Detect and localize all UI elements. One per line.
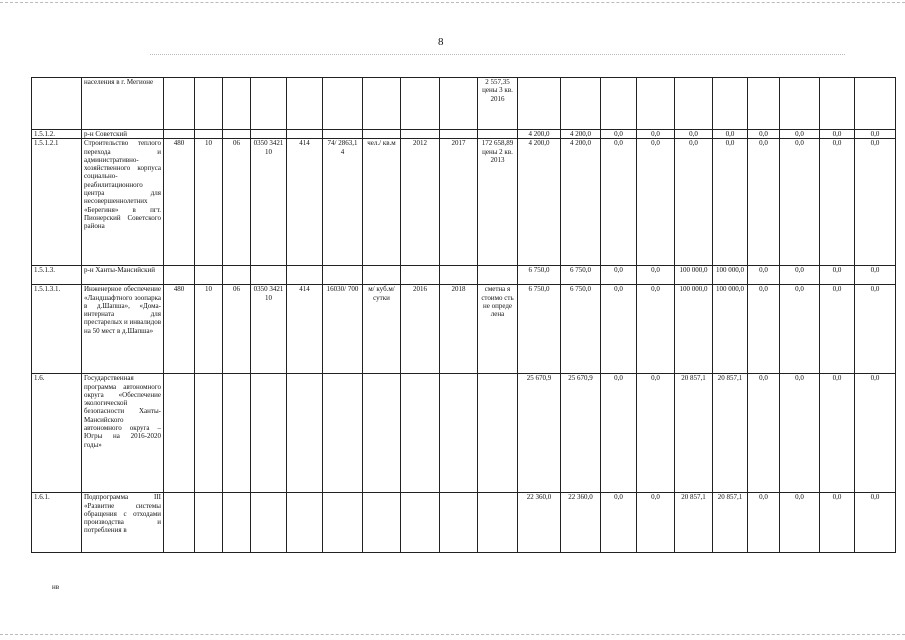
table-cell xyxy=(195,78,223,130)
scan-edge-bottom xyxy=(0,634,905,635)
table-cell: 480 xyxy=(164,285,195,374)
table-cell: 0,0 xyxy=(855,285,896,374)
row-name: Строительство теплого перехода и административно-хозяйственного корпуса социально-реабилитационного центра для несовершеннолетних «Берегиня» в пгт. Пионерский Советского района xyxy=(82,139,164,266)
table-cell: 4 200,0 xyxy=(518,139,561,266)
table-cell xyxy=(164,78,195,130)
table-cell xyxy=(637,78,675,130)
table-cell: 0,0 xyxy=(675,130,713,139)
table-cell: 0,0 xyxy=(713,139,748,266)
row-name: Подпрограмма III «Развитие системы обращения с отходами производства и потребления в xyxy=(82,493,164,553)
table-cell: 0,0 xyxy=(637,139,675,266)
table-cell xyxy=(440,266,478,285)
table-cell xyxy=(478,130,518,139)
scan-edge-top xyxy=(0,2,905,3)
table-cell: 100 000,0 xyxy=(675,285,713,374)
page-number: 8 xyxy=(438,36,444,48)
table-cell: 22 360,0 xyxy=(561,493,601,553)
table-cell: 6 750,0 xyxy=(561,285,601,374)
table-cell: 6 750,0 xyxy=(518,266,561,285)
table-cell: 0,0 xyxy=(820,130,855,139)
table-cell xyxy=(601,78,637,130)
table-cell: 0,0 xyxy=(748,374,780,493)
table-cell xyxy=(195,374,223,493)
table-cell xyxy=(713,78,748,130)
table-cell: 100 000,0 xyxy=(675,266,713,285)
table-row xyxy=(32,493,896,553)
table-cell xyxy=(323,130,363,139)
table-cell: 0,0 xyxy=(780,285,820,374)
table-cell: 0,0 xyxy=(855,130,896,139)
table-cell xyxy=(363,78,401,130)
scan-artifact-line xyxy=(150,54,845,55)
table-cell xyxy=(440,78,478,130)
table-cell: 0,0 xyxy=(601,266,637,285)
table-cell xyxy=(195,130,223,139)
table-cell xyxy=(478,493,518,553)
table-cell: 25 670,9 xyxy=(561,374,601,493)
table-cell xyxy=(223,493,251,553)
table-cell: 0,0 xyxy=(820,266,855,285)
table-cell xyxy=(401,374,440,493)
table-cell xyxy=(401,493,440,553)
table-cell xyxy=(478,266,518,285)
table-cell xyxy=(440,374,478,493)
table-cell: 0,0 xyxy=(748,266,780,285)
table-cell: 0,0 xyxy=(637,285,675,374)
budget-table xyxy=(31,77,896,553)
table-cell: 0,0 xyxy=(780,130,820,139)
table-cell xyxy=(478,374,518,493)
table-cell: 6 750,0 xyxy=(561,266,601,285)
table-cell: 16030/ 700 xyxy=(323,285,363,374)
table-cell: 2017 xyxy=(440,139,478,266)
row-name: р-н Советский xyxy=(82,130,164,139)
table-row xyxy=(32,374,896,493)
table-cell: 0,0 xyxy=(601,285,637,374)
table-row xyxy=(32,78,896,130)
table-cell: 4 200,0 xyxy=(518,130,561,139)
table-cell: 172 658,89 цены 2 кв. 2013 xyxy=(478,139,518,266)
table-cell xyxy=(780,78,820,130)
table-cell xyxy=(251,493,287,553)
table-cell: 0,0 xyxy=(601,374,637,493)
table-row xyxy=(32,139,896,266)
table-cell xyxy=(323,374,363,493)
table-cell: 25 670,9 xyxy=(518,374,561,493)
table-cell: 06 xyxy=(223,139,251,266)
table-row xyxy=(32,130,896,139)
table-cell xyxy=(287,130,323,139)
table-cell: 480 xyxy=(164,139,195,266)
table-cell: 0,0 xyxy=(855,493,896,553)
table-cell: сметна я стоимо сть не опреде лена xyxy=(478,285,518,374)
table-cell: 0,0 xyxy=(855,139,896,266)
table-cell: 0,0 xyxy=(820,285,855,374)
table-cell: 414 xyxy=(287,139,323,266)
table-cell: 4 200,0 xyxy=(561,139,601,266)
table-cell: 20 857,1 xyxy=(675,493,713,553)
table-cell: 0,0 xyxy=(748,285,780,374)
table-cell: 0,0 xyxy=(780,374,820,493)
table-cell xyxy=(223,266,251,285)
table-cell xyxy=(518,78,561,130)
table-cell xyxy=(748,78,780,130)
table-cell xyxy=(323,493,363,553)
table-cell xyxy=(820,78,855,130)
table-row xyxy=(32,285,896,374)
table-cell xyxy=(323,266,363,285)
table-cell xyxy=(287,78,323,130)
table-cell: 0,0 xyxy=(637,266,675,285)
table-cell: 2 557,35 цены 3 кв. 2016 xyxy=(478,78,518,130)
table-cell xyxy=(164,493,195,553)
table-cell xyxy=(287,374,323,493)
row-number: 1.6.1. xyxy=(32,493,82,553)
table-cell: 100 000,0 xyxy=(713,285,748,374)
table-cell xyxy=(440,493,478,553)
table-cell: 0,0 xyxy=(713,130,748,139)
table-cell: м/ куб.м/ сутки xyxy=(363,285,401,374)
row-name: р-н Ханты-Мансийский xyxy=(82,266,164,285)
table-cell xyxy=(251,130,287,139)
table-cell: 22 360,0 xyxy=(518,493,561,553)
table-cell: 100 000,0 xyxy=(713,266,748,285)
table-cell: 0,0 xyxy=(637,130,675,139)
table-cell: 0,0 xyxy=(780,493,820,553)
table-cell: 4 200,0 xyxy=(561,130,601,139)
table-cell xyxy=(223,374,251,493)
row-number xyxy=(32,78,82,130)
table-cell: 0350 3421 10 xyxy=(251,139,287,266)
row-number: 1.5.1.2. xyxy=(32,130,82,139)
table-cell: 0,0 xyxy=(820,374,855,493)
table-cell xyxy=(251,78,287,130)
table-cell: 0,0 xyxy=(601,130,637,139)
table-cell xyxy=(195,266,223,285)
table-cell: 0,0 xyxy=(855,374,896,493)
row-number: 1.5.1.3.1. xyxy=(32,285,82,374)
table-cell: 2016 xyxy=(401,285,440,374)
table-cell: 2012 xyxy=(401,139,440,266)
table-cell: 0,0 xyxy=(820,139,855,266)
table-cell xyxy=(164,266,195,285)
table-cell xyxy=(251,266,287,285)
row-number: 1.5.1.3. xyxy=(32,266,82,285)
table-cell: 2018 xyxy=(440,285,478,374)
table-cell: 0,0 xyxy=(780,139,820,266)
table-cell: 0,0 xyxy=(780,266,820,285)
table-cell xyxy=(164,130,195,139)
table-cell: 20 857,1 xyxy=(713,374,748,493)
table-cell xyxy=(855,78,896,130)
table-cell xyxy=(363,374,401,493)
table-cell: 20 857,1 xyxy=(675,374,713,493)
table-cell xyxy=(675,78,713,130)
table-cell xyxy=(363,266,401,285)
row-number: 1.6. xyxy=(32,374,82,493)
footer-mark: нв xyxy=(52,583,60,591)
table-cell xyxy=(363,493,401,553)
table-cell: 20 857,1 xyxy=(713,493,748,553)
table-cell xyxy=(401,130,440,139)
table-cell: 74/ 2863,1 4 xyxy=(323,139,363,266)
table-cell: 414 xyxy=(287,285,323,374)
table-cell: 0,0 xyxy=(675,139,713,266)
table-row xyxy=(32,266,896,285)
row-name: населения в г. Мегионе xyxy=(82,78,164,130)
table-cell: 0,0 xyxy=(637,493,675,553)
table-cell: 06 xyxy=(223,285,251,374)
table-cell: 0,0 xyxy=(748,130,780,139)
table-cell: 0,0 xyxy=(748,139,780,266)
table-cell xyxy=(223,130,251,139)
table-cell xyxy=(440,130,478,139)
table-cell: 0,0 xyxy=(855,266,896,285)
row-number: 1.5.1.2.1 xyxy=(32,139,82,266)
table-cell xyxy=(251,374,287,493)
table-cell: 0,0 xyxy=(637,374,675,493)
table-cell xyxy=(561,78,601,130)
table-cell: 10 xyxy=(195,285,223,374)
table-cell xyxy=(164,374,195,493)
table-cell xyxy=(323,78,363,130)
table-cell xyxy=(287,266,323,285)
table-cell: 0,0 xyxy=(601,139,637,266)
table-cell: 0,0 xyxy=(601,493,637,553)
table-cell xyxy=(223,78,251,130)
table-cell xyxy=(401,78,440,130)
table-cell xyxy=(401,266,440,285)
table-cell: 0,0 xyxy=(820,493,855,553)
table-cell xyxy=(287,493,323,553)
table-cell xyxy=(195,493,223,553)
row-name: Инженерное обеспечение «Ландшафтного зоопарка в д.Шапша», «Дома-интерната для престарелых и инвалидов на 50 мест в д.Шапша» xyxy=(82,285,164,374)
table-cell: 0,0 xyxy=(748,493,780,553)
table-cell: чел./ кв.м xyxy=(363,139,401,266)
table-cell xyxy=(363,130,401,139)
row-name: Государственная программа автономного округа «Обеспечение экологической безопасности Ханты-Мансийского автономного округа – Югры на 2016-2020 годы» xyxy=(82,374,164,493)
table-cell: 6 750,0 xyxy=(518,285,561,374)
table-cell: 0350 3421 10 xyxy=(251,285,287,374)
table-cell: 10 xyxy=(195,139,223,266)
